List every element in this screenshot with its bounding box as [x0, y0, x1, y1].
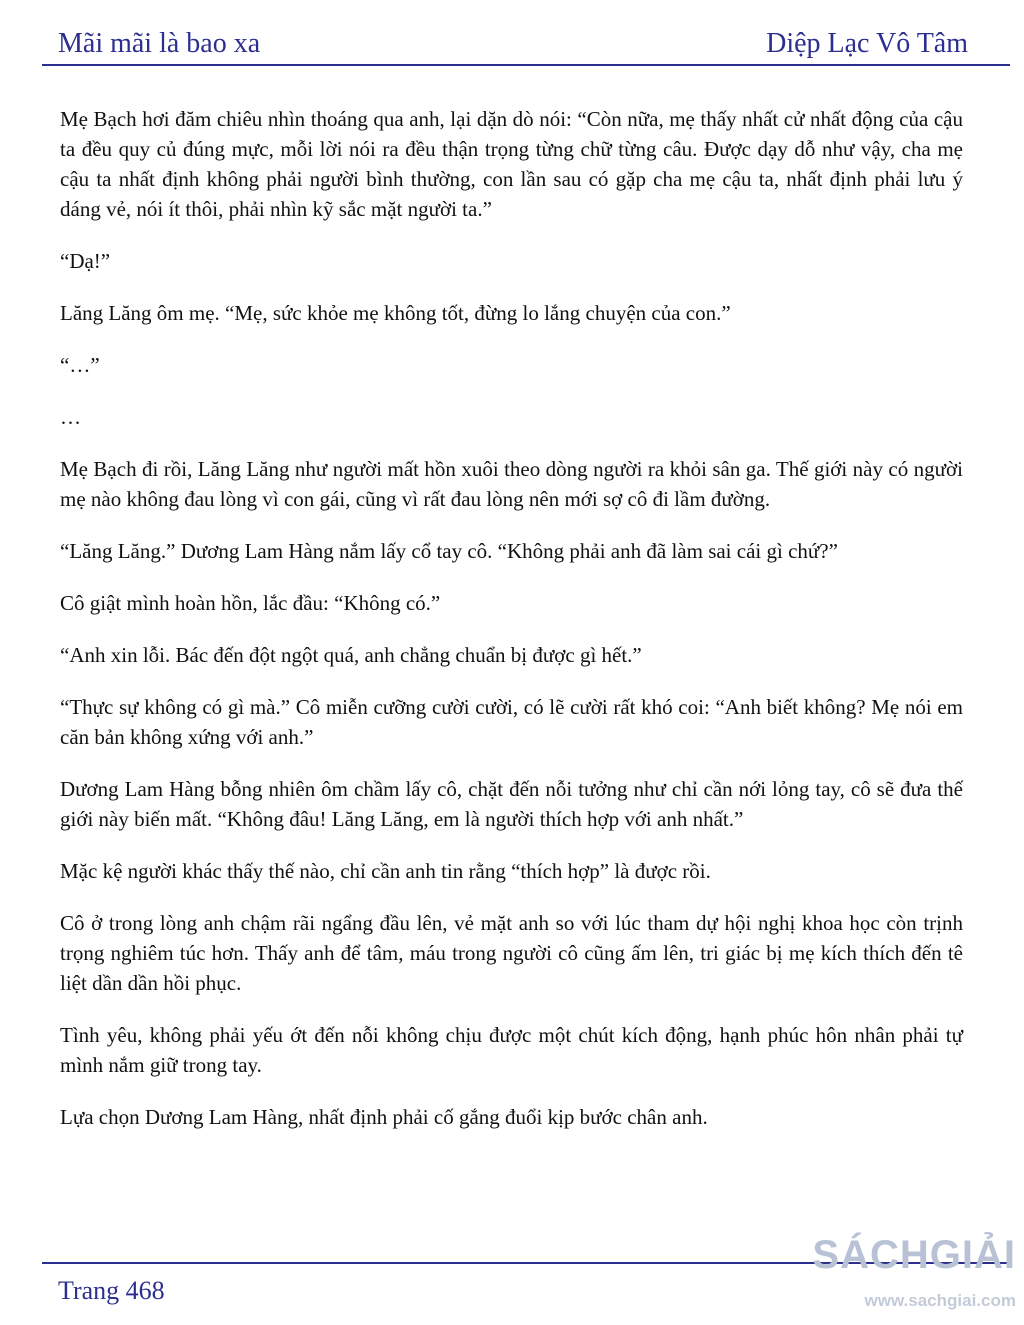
watermark: [812, 1233, 1016, 1311]
paragraph: “Thực sự không có gì mà.” Cô miễn cưỡng cười cười, có lẽ cười rất khó coi: “Anh biết không? Mẹ nói em căn bản không xứng với anh.”: [60, 695, 963, 749]
paragraph: Cô giật mình hoàn hồn, lắc đầu: “Không có.”: [60, 591, 441, 615]
paragraph: “Anh xin lỗi. Bác đến đột ngột quá, anh chẳng chuẩn bị được gì hết.”: [60, 643, 642, 667]
paragraph: “Dạ!”: [60, 249, 111, 273]
page-number: Trang 468: [58, 1276, 165, 1305]
page-header: [58, 26, 968, 60]
paragraph: “Lăng Lăng.” Dương Lam Hàng nắm lấy cổ tay cô. “Không phải anh đã làm sai cái gì chứ?”: [60, 539, 838, 563]
paragraph: …: [60, 405, 81, 429]
paragraph: Lựa chọn Dương Lam Hàng, nhất định phải cố gắng đuổi kịp bước chân anh.: [60, 1105, 708, 1129]
book-author: Diệp Lạc Vô Tâm: [766, 28, 968, 59]
page-body: [60, 104, 963, 1154]
book-title: Mãi mãi là bao xa: [58, 28, 261, 59]
watermark-url: www.sachgiai.com: [864, 1291, 1016, 1310]
paragraph: Lăng Lăng ôm mẹ. “Mẹ, sức khỏe mẹ không tốt, đừng lo lắng chuyện của con.”: [60, 301, 731, 325]
paragraph: Mẹ Bạch đi rồi, Lăng Lăng như người mất hồn xuôi theo dòng người ra khỏi sân ga. Thế giới này có người mẹ nào không đau lòng vì con gái, cũng vì rất đau lòng nên mới sợ cô đi lầm đường.: [60, 457, 963, 511]
watermark-logo: SÁCHGIẢI: [812, 1233, 1016, 1277]
header-divider: [42, 64, 1010, 66]
paragraph: Mẹ Bạch hơi đăm chiêu nhìn thoáng qua anh, lại dặn dò nói: “Còn nữa, mẹ thấy nhất cử nhất động của cậu ta đều quy củ đúng mực, mỗi lời nói ra đều thận trọng từng chữ từng câu. Được dạy dỗ như vậy, cha mẹ cậu ta nhất định không phải người bình thường, con lần sau có gặp cha mẹ cậu ta, nhất định phải lưu ý dáng vẻ, nói ít thôi, phải nhìn kỹ sắc mặt người ta.”: [60, 107, 963, 221]
paragraph: Mặc kệ người khác thấy thế nào, chỉ cần anh tin rằng “thích hợp” là được rồi.: [60, 859, 711, 883]
paragraph: “…”: [60, 353, 100, 377]
paragraph: Dương Lam Hàng bỗng nhiên ôm chầm lấy cô, chặt đến nỗi tưởng như chỉ cần nới lỏng tay, cô sẽ đưa thế giới này biến mất. “Không đâu! Lăng Lăng, em là người thích hợp với anh nhất.”: [60, 777, 963, 831]
paragraph: Tình yêu, không phải yếu ớt đến nỗi không chịu được một chút kích động, hạnh phúc hôn nhân phải tự mình nắm giữ trong tay.: [60, 1023, 963, 1077]
paragraph: Cô ở trong lòng anh chậm rãi ngẩng đầu lên, vẻ mặt anh so với lúc tham dự hội nghị khoa học còn trịnh trọng nghiêm túc hơn. Thấy anh để tâm, máu trong người cô cũng ấm lên, tri giác bị mẹ kích thích đến tê liệt dần dần hồi phục.: [60, 911, 963, 995]
